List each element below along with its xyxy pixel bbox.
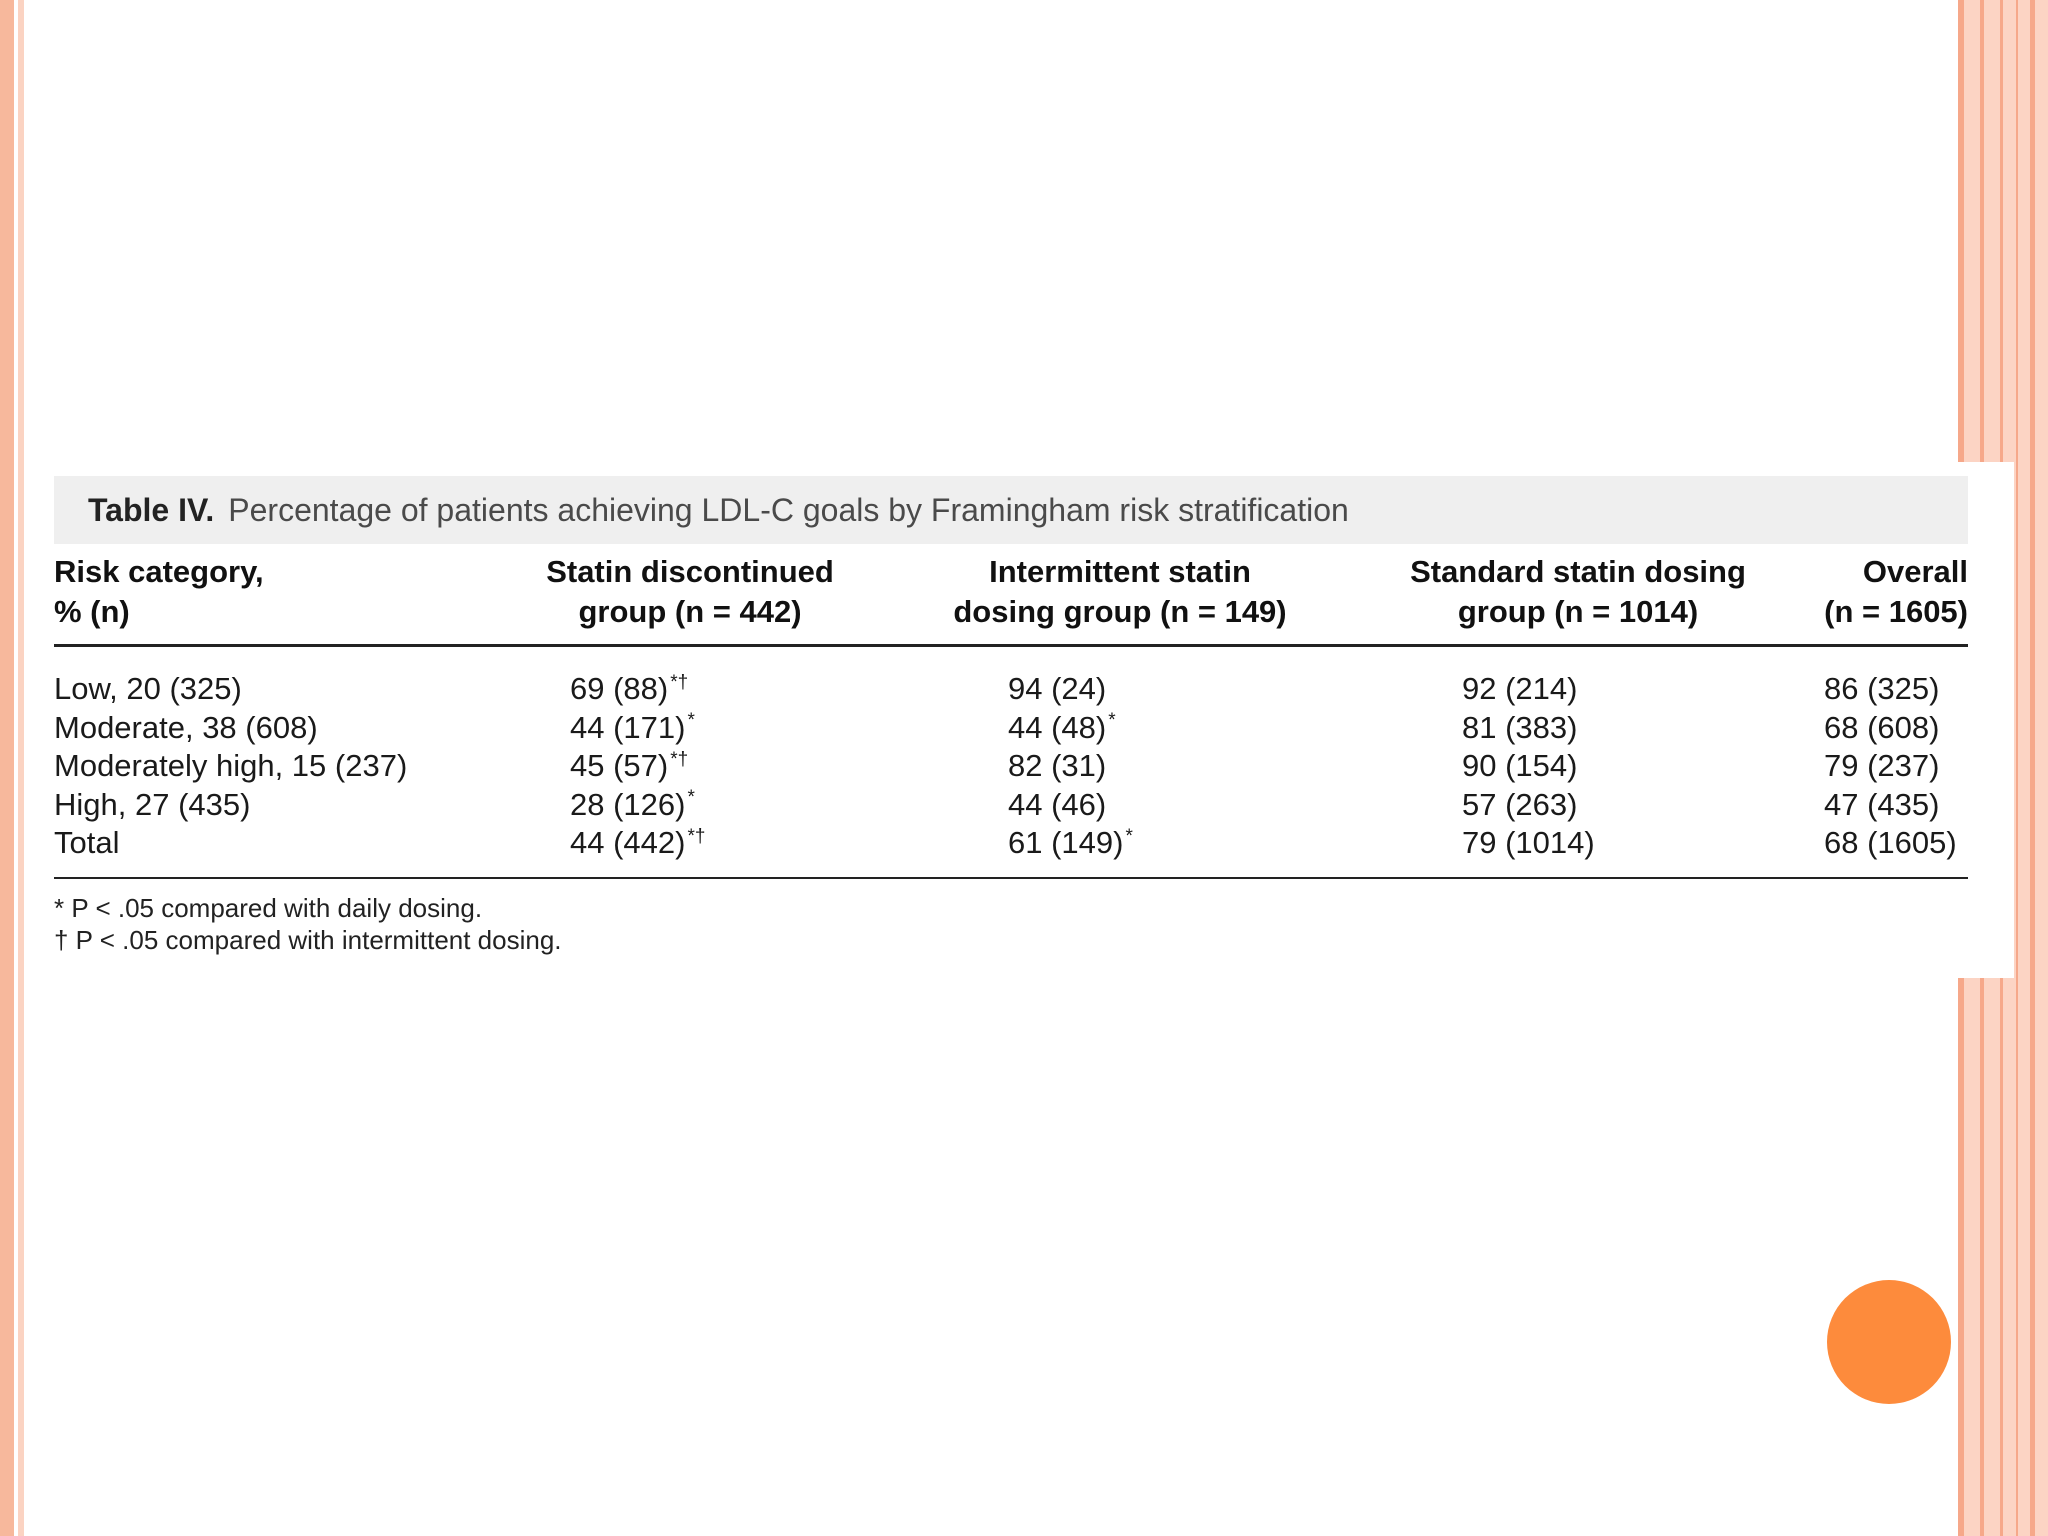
- cell-value: 28 (126): [570, 786, 686, 822]
- footnote-marker: *: [1108, 710, 1116, 732]
- footnote-marker: *: [1125, 825, 1133, 847]
- cell-intermittent: [1008, 824, 1133, 863]
- cell-category: Low, 20 (325): [54, 671, 242, 706]
- decorative-circle: [1827, 1280, 1951, 1404]
- header-line: group (n = 1014): [1457, 594, 1699, 629]
- table-row: [54, 747, 1968, 786]
- table-row: [54, 786, 1968, 825]
- table-row: [54, 709, 1968, 748]
- cell-category: High, 27 (435): [54, 786, 251, 822]
- footnote-marker: *†: [670, 748, 689, 770]
- header-line: Intermittent statin: [989, 554, 1251, 589]
- footnote: † P < .05 compared with intermittent dosing.: [54, 925, 562, 955]
- cell-overall: 68 (608): [1824, 709, 1940, 745]
- cell-value: 44 (442): [570, 825, 686, 860]
- table-caption: [54, 476, 1968, 544]
- table-row: [54, 824, 1968, 863]
- cell-statin-discontinued: [570, 670, 688, 709]
- footnote: * P < .05 compared with daily dosing.: [54, 893, 483, 923]
- left-frame-stripe: [0, 0, 14, 1536]
- cell-value: 94 (24): [1008, 671, 1107, 706]
- cell-statin-discontinued: [570, 824, 705, 863]
- header-line: group (n = 442): [578, 594, 802, 629]
- cell-intermittent: [1008, 786, 1108, 825]
- header-divider: [54, 644, 1968, 647]
- cell-statin-discontinued: [570, 747, 688, 786]
- table-footnotes: [54, 892, 562, 956]
- cell-standard: 79 (1014): [1462, 825, 1595, 860]
- cell-value: 44 (171): [570, 709, 686, 745]
- cell-standard: 81 (383): [1462, 709, 1578, 745]
- table-caption-text: Percentage of patients achieving LDL-C goals by Framingham risk stratification: [228, 491, 1349, 528]
- cell-intermittent: [1008, 747, 1108, 786]
- table-body: [54, 670, 1968, 863]
- cell-category: Total: [54, 825, 120, 860]
- column-header-intermittent-statin: [870, 552, 1370, 632]
- cell-overall: 86 (325): [1824, 671, 1940, 706]
- cell-value: 44 (46): [1008, 786, 1107, 822]
- column-header-statin-discontinued: [440, 552, 940, 632]
- cell-statin-discontinued: [570, 709, 695, 748]
- cell-overall: 47 (435): [1824, 786, 1940, 822]
- cell-standard: 57 (263): [1462, 786, 1578, 822]
- footnote-marker: *†: [670, 671, 689, 693]
- cell-value: 69 (88): [570, 671, 669, 706]
- footnote-marker: *†: [687, 825, 706, 847]
- footnote-marker: *: [687, 787, 695, 809]
- right-frame-line: [2030, 0, 2035, 1536]
- cell-intermittent: [1008, 670, 1108, 709]
- cell-category: Moderately high, 15 (237): [54, 748, 408, 783]
- table-caption-label: Table IV.: [88, 491, 215, 528]
- table-figure: [50, 462, 2014, 978]
- cell-value: 44 (48): [1008, 709, 1107, 745]
- cell-intermittent: [1008, 709, 1116, 748]
- header-line: Statin discontinued: [546, 554, 834, 589]
- table-bottom-rule: [54, 877, 1968, 879]
- cell-standard: 92 (214): [1462, 671, 1578, 706]
- left-frame-stripe-thin: [18, 0, 24, 1536]
- header-line: % (n): [54, 594, 130, 629]
- cell-overall: 68 (1605): [1824, 825, 1957, 860]
- header-line: (n = 1605): [1824, 594, 1968, 629]
- footnote-marker: *: [687, 710, 695, 732]
- cell-value: 82 (31): [1008, 748, 1107, 783]
- cell-overall: 79 (237): [1824, 748, 1940, 783]
- column-header-overall: [1690, 552, 1968, 632]
- cell-value: 61 (149): [1008, 825, 1124, 860]
- header-line: Risk category,: [54, 554, 264, 589]
- column-header-risk-category: [54, 552, 264, 632]
- header-line: dosing group (n = 149): [953, 594, 1287, 629]
- cell-statin-discontinued: [570, 786, 695, 825]
- header-line: Overall: [1862, 554, 1968, 589]
- right-frame-line: [2016, 0, 2018, 1536]
- cell-standard: 90 (154): [1462, 748, 1578, 783]
- cell-value: 45 (57): [570, 748, 669, 783]
- table-row: [54, 670, 1968, 709]
- cell-category: Moderate, 38 (608): [54, 709, 318, 745]
- header-line: Standard statin dosing: [1410, 554, 1746, 589]
